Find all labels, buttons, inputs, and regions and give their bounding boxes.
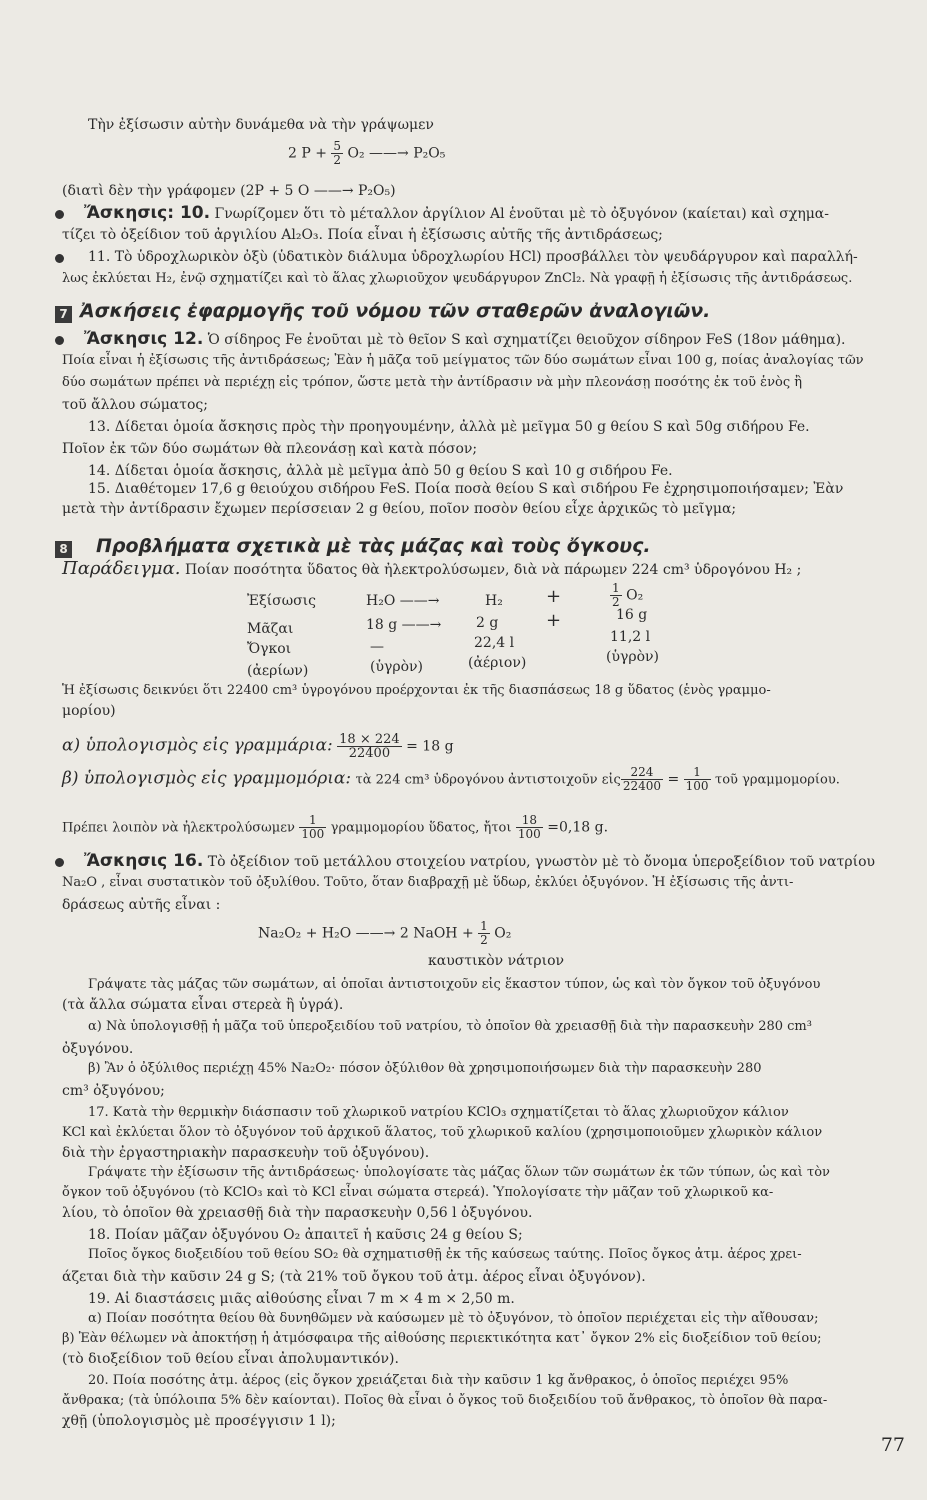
table-cell: H₂ [485,593,503,609]
calculation-a: α) ὑπολογισμὸς εἰς γραμμάρια: $\frac{18 \times 224}{22400}$ = 18 g [62,732,454,761]
table-cell: 22,4 l [474,635,515,651]
exercise-17-line: Γράψατε τὴν ἐξίσωσιν τῆς ἀντιδράσεως· ὑπολογίσατε τὰς μάζας ὅλων τῶν σωμάτων ἐκ τῶν τύπων, ὡς καὶ τὸν [88,1165,830,1180]
exercise-18: 18. Ποίαν μᾶζαν ὀξυγόνου O₂ ἀπαιτεῖ ἡ καῦσις 24 g θείου S; [88,1227,523,1243]
page-number: 77 [880,1434,905,1456]
table-cell: 16 g [616,607,648,623]
exercise-16-line: α) Νὰ ὑπολογισθῇ ἡ μᾶζα τοῦ ὑπεροξειδίου τοῦ νατρίου, τὸ ὁποῖον θὰ χρειασθῇ διὰ τὴν παρασκευὴν 280 cm³ [88,1019,812,1034]
exercise-19-line: (τὸ διοξείδιον τοῦ θείου εἶναι ἀπολυμαντικόν). [62,1351,399,1367]
table-label: Ἐξίσωσις [247,593,317,609]
example: Παράδειγμα. Ποίαν ποσότητα ὕδατος θὰ ἠλεκτρολύσωμεν, διὰ νὰ πάρωμεν 224 cm³ ὑδρογόνου H₂ ; [62,558,802,579]
exercise-16-line: Na₂O , εἶναι συστατικὸν τοῦ ὀξυλίθου. Τοῦτο, ὅταν διαβραχῇ μὲ ὕδωρ, ἐκλύει ὀξυγόνον. Ἡ ἐξίσωσις τῆς ἀντι- [62,875,794,890]
exercise-16-line: (τὰ ἄλλα σώματα εἶναι στερεὰ ἢ ὑγρά). [62,997,344,1013]
bullet-icon [55,254,64,263]
exercise-13: 13. Δίδεται ὁμοία ἄσκησις πρὸς τὴν προηγουμένην, ἀλλὰ μὲ μεῖγμα 50 g θείου S καὶ 50g σιδήρου Fe. [88,419,810,435]
intro-line: Τὴν ἐξίσωσιν αὐτὴν δυνάμεθα νὰ τὴν γράψωμεν [88,117,434,133]
table-cell: + [546,610,562,631]
exercise-15: 15. Διαθέτομεν 17,6 g θειούχου σιδήρου FeS. Ποία ποσὰ θείου S καὶ σιδήρου Fe ἐχρησιμοποιήσαμεν; Ἐὰν [88,481,844,497]
table-cell: (ὑγρὸν) [370,659,423,675]
exercise-19: 19. Αἱ διαστάσεις μιᾶς αἰθούσης εἶναι 7 m × 4 m × 2,50 m. [88,1291,515,1307]
table-cell: (ὑγρὸν) [606,649,659,665]
table-cell: 2 g [476,615,499,631]
exercise-16-line: δράσεως αὐτῆς εἶναι : [62,897,221,913]
table-label: (ἀερίων) [247,663,309,679]
exercise-18-line: άζεται διὰ τὴν καῦσιν 24 g S; (τὰ 21% τοῦ ὄγκου τοῦ ἀτμ. ἀέρος εἶναι ὀξυγόνον). [62,1269,646,1285]
exercise-10-line: τίζει τὸ ὀξείδιον τοῦ ἀργιλίου Al₂O₃. Ποία εἶναι ἡ ἐξίσωσις αὐτῆς τῆς ἀντιδράσεως; [62,227,663,243]
exercise-16-line: ὀξυγόνου. [62,1041,134,1057]
section-heading: Ἀσκήσεις ἐφαρμογῆς τοῦ νόμου τῶν σταθερῶν ἀναλογιῶν. [80,300,711,322]
exercise-17-line: λίου, τὸ ὁποῖον θὰ χρειασθῇ διὰ τὴν παρασκευὴν 0,56 l ὀξυγόνου. [62,1205,533,1221]
table-cell: — [370,639,384,655]
table-cell: $\frac{1}{2}$ O₂ [612,581,644,609]
table-label: Ὄγκοι [247,641,292,657]
exercise-16-line: β) Ἂν ὁ ὀξύλιθος περιέχῃ 45% Na₂O₂· πόσον ὀξύλιθον θὰ χρησιμοποιήσωμεν διὰ τὴν παρασκευὴν 280 [88,1061,762,1076]
bullet-icon [55,210,64,219]
intro-equation: 2 P + $\frac{5}{2}$ O₂ ——→ P₂O₅ [288,139,446,167]
section-number-badge: 8 [55,541,72,558]
exercise-11: 11. Τὸ ὑδροχλωρικὸν ὀξὺ (ὑδατικὸν διάλυμα ὑδροχλωρίου HCl) προσβάλλει τὸν ψευδάργυρον καὶ παραλλή- [88,249,858,265]
exercise-20-line: χθῇ (ὑπολογισμὸς μὲ προσέγγισιν 1 l); [62,1413,336,1429]
calculation-b: β) ὑπολογισμὸς εἰς γραμμομόρια: τὰ 224 cm³ ὑδρογόνου ἀντιστοιχοῦν εἰς $\frac{224}{22400}$ = $\frac{1}{100}$ τοῦ γραμμομορίου. [62,765,840,793]
exercise-16-line: cm³ ὀξυγόνου; [62,1083,165,1099]
exercise-16-line: Γράψατε τὰς μάζας τῶν σωμάτων, αἱ ὁποῖαι ἀντιστοιχοῦν εἰς ἕκαστον τύπον, ὡς καὶ τὸν ὄγκον τοῦ ὀξυγόνου [88,977,821,992]
exercise-14: 14. Δίδεται ὁμοία ἄσκησις, ἀλλὰ μὲ μεῖγμα ἀπὸ 50 g θείου S καὶ 10 g σιδήρου Fe. [88,463,673,479]
calculation-c: Πρέπει λοιπὸν νὰ ἠλεκτρολύσωμεν $\frac{1}{100}$ γραμμομορίου ὕδατος, ἤτοι $\frac{18}{100}$ =0,18 g. [62,813,609,841]
exercise-20-line: ἄνθρακα; (τὰ ὑπόλοιπα 5% δὲν καίονται). Ποῖος θὰ εἶναι ὁ ὄγκος τοῦ διοξειδίου τοῦ ἄνθρακος, τὸ ὁποῖον θὰ παρα- [62,1393,828,1408]
table-cell: 18 g ——→ [366,617,442,633]
table-cell: H₂O ——→ [366,593,440,609]
exercise-19-line: β) Ἐὰν θέλωμεν νὰ ἀποκτήσῃ ἡ ἀτμόσφαιρα τῆς αἰθούσης περιεκτικότητα κατ᾽ ὄγκον 2% εἰς διοξείδιον τοῦ θείου; [62,1331,822,1346]
exercise-12-line: Ποία εἶναι ἡ ἐξίσωσις τῆς ἀντιδράσεως; Ἐὰν ἡ μᾶζα τοῦ μείγματος τῶν δύο σωμάτων εἶναι 100 g, ποίας ἀναλογίας τῶν [62,353,864,368]
exercise-16-equation: Na₂O₂ + H₂O ——→ 2 NaOH + $\frac{1}{2}$ O₂ [258,919,512,947]
exercise-12-line: τοῦ ἄλλου σώματος; [62,397,208,413]
exercise-17-line: KCl καὶ ἐκλύεται ὅλον τὸ ὀξυγόνον τοῦ ἀρχικοῦ ἅλατος, τοῦ χλωρικοῦ καλίου (χρησιμοποιοῦμεν χλωρικὸν κάλιον [62,1125,823,1140]
exercise-15-line: μετὰ τὴν ἀντίδρασιν ἔχωμεν περίσσειαν 2 g θείου, ποῖον ποσὸν θείου εἶχε ἀρχικῶς τὸ μεῖγμα; [62,501,737,517]
exercise-18-line: Ποῖος ὄγκος διοξειδίου τοῦ θείου SO₂ θὰ σχηματισθῇ ἐκ τῆς καύσεως ταύτης. Ποῖος ὄγκος ἀτμ. ἀέρος χρει- [88,1247,802,1262]
bullet-icon [55,336,64,345]
exercise-10: Ἄσκησις: 10. Γνωρίζομεν ὅτι τὸ μέταλλον ἀργίλιον Al ἑνοῦται μὲ τὸ ὀξυγόνον (καίεται) καὶ σχημα- [84,203,829,223]
exercise-17-line: διὰ τὴν ἐργαστηριακὴν παρασκευὴν τοῦ ὀξυγόνου). [62,1145,430,1161]
intro-note: (διατὶ δὲν τὴν γράφομεν (2P + 5 O ——→ P₂O₅) [62,183,396,199]
section-heading: Προβλήματα σχετικὰ μὲ τὰς μάζας καὶ τοὺς ὄγκους. [96,535,651,557]
table-cell: + [546,586,562,607]
bullet-icon [55,858,64,867]
exercise-12: Ἄσκησις 12. Ὁ σίδηρος Fe ἑνοῦται μὲ τὸ θεῖον S καὶ σχηματίζει θειοῦχον σίδηρον FeS (18ον μάθημα). [84,329,846,349]
exercise-16: Ἄσκησις 16. Τὸ ὀξείδιον τοῦ μετάλλου στοιχείου νατρίου, γνωστὸν μὲ τὸ ὄνομα ὑπεροξείδιον τοῦ νατρίου [84,851,876,871]
exercise-17: 17. Κατὰ τὴν θερμικὴν διάσπασιν τοῦ χλωρικοῦ νατρίου KClO₃ σχηματίζεται τὸ ἅλας χλωριοῦχον κάλιον [88,1105,789,1120]
example-text: Ἡ ἐξίσωσις δεικνύει ὅτι 22400 cm³ ὑγρογόνου προέρχονται ἐκ τῆς διασπάσεως 18 g ὕδατος (ἑνὸς γραμμο- [62,683,771,698]
section-number-badge: 7 [55,306,72,323]
table-cell: 11,2 l [610,629,651,645]
table-label: Μᾶζαι [247,621,294,637]
exercise-19-line: α) Ποίαν ποσότητα θείου θὰ δυνηθῶμεν νὰ καύσωμεν μὲ τὸ ὀξυγόνον, τὸ ὁποῖον περιέχεται εἰς τὴν αἴθουσαν; [88,1311,819,1326]
exercise-11-line: λως ἐκλύεται H₂, ἐνῷ σχηματίζει καὶ τὸ ἅλας χλωριοῦχον ψευδάργυρον ZnCl₂. Νὰ γραφῇ ἡ ἐξίσωσις τῆς ἀντιδράσεως. [62,271,853,286]
exercise-20: 20. Ποία ποσότης ἀτμ. ἀέρος (εἰς ὄγκον χρειάζεται διὰ τὴν καῦσιν 1 kg ἄνθρακος, ὁ ὁποῖος περιέχει 95% [88,1373,789,1388]
exercise-17-line: ὄγκον τοῦ ὀξυγόνου (τὸ KClO₃ καὶ τὸ KCl εἶναι σώματα στερεά). Ὑπολογίσατε τὴν μᾶζαν τοῦ χλωρικοῦ κα- [62,1185,774,1200]
exercise-13-line: Ποῖον ἐκ τῶν δύο σωμάτων θὰ πλεονάσῃ καὶ κατὰ πόσον; [62,441,478,457]
example-text: μορίου) [62,703,116,719]
table-cell: (ἀέριον) [468,655,527,671]
exercise-12-line: δύο σωμάτων πρέπει νὰ περιέχῃ εἰς τρόπον, ὥστε μετὰ τὴν ἀντίδρασιν νὰ μὴν πλεονάσῃ ποσότης ἐκ τοῦ ἑνὸς ἢ [62,375,803,390]
equation-note: καυστικὸν νάτριον [428,953,565,969]
